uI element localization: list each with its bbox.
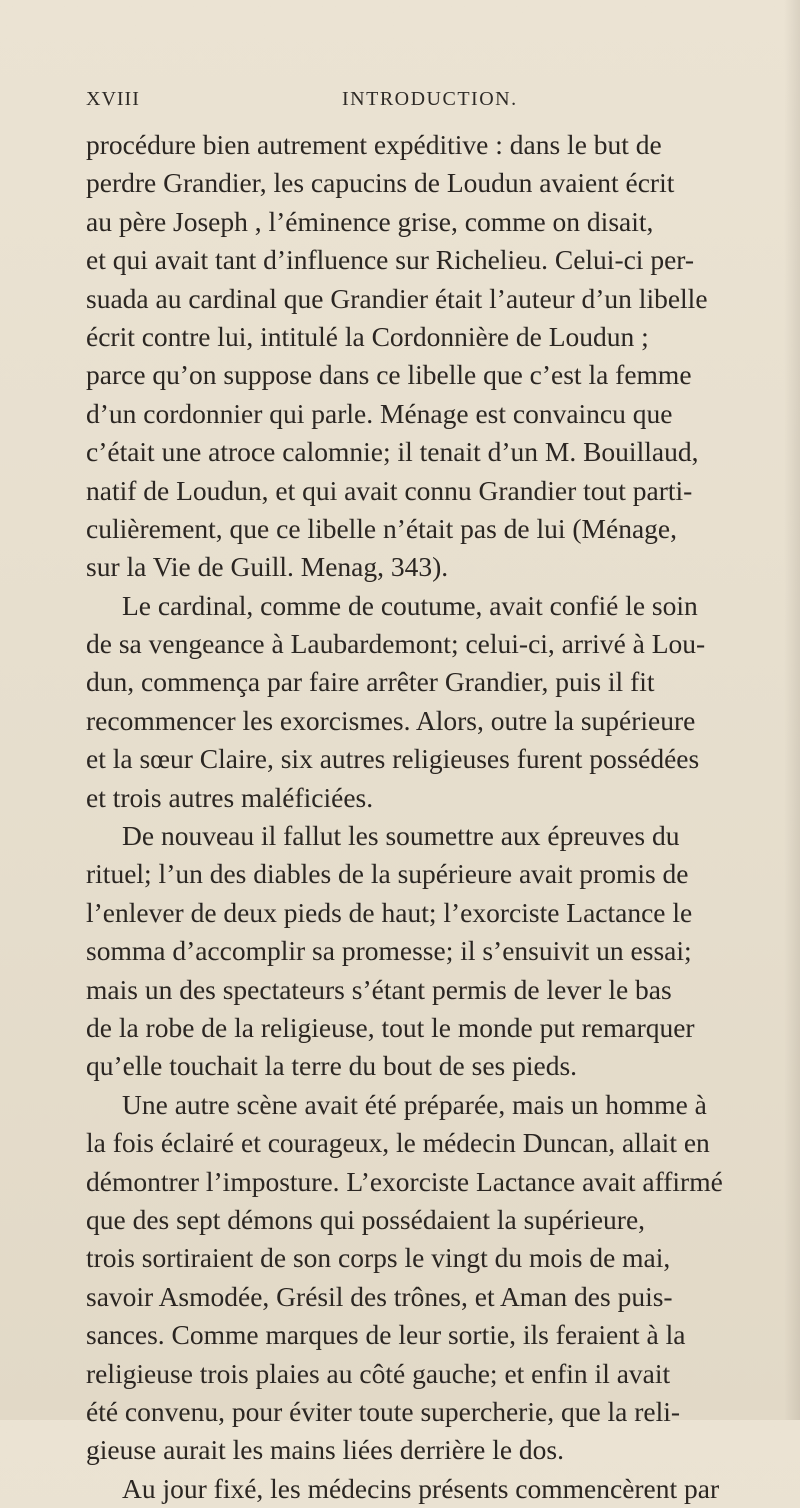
body-text [86,126,786,1508]
text-line: gieuse aurait les mains liées derrière le dos. [86,1434,565,1466]
paragraph-first-line: Une autre scène avait été préparée, mais un homme à [122,1088,707,1120]
text-line: et trois autres maléficiées. [86,781,374,813]
text-line: mais un des spectateurs s’étant permis de lever le bas [86,973,672,1005]
text-line: perdre Grandier, les capucins de Loudun avaient écrit [86,167,675,199]
text-line: de sa vengeance à Laubardemont; celui-ci, arrivé à Lou- [86,628,706,660]
text-line: d’un cordonnier qui parle. Ménage est convaincu que [86,397,673,429]
running-title: INTRODUCTION. [342,88,518,110]
text-line: parce qu’on suppose dans ce libelle que c’est la femme [86,359,692,391]
text-line: religieuse trois plaies au côté gauche; et enfin il avait [86,1357,671,1389]
text-line: démontrer l’imposture. L’exorciste Lactance avait affirmé [86,1165,723,1197]
running-head [86,88,786,118]
text-line: la fois éclairé et courageux, le médecin Duncan, allait en [86,1127,710,1159]
scan-edge-shadow [784,0,800,1420]
text-line: qu’elle touchait la terre du bout de ses pieds. [86,1050,578,1082]
text-line: dun, commença par faire arrêter Grandier, puis il fit [86,666,655,698]
text-line: que des sept démons qui possédaient la supérieure, [86,1203,646,1235]
text-line: recommencer les exorcismes. Alors, outre la supérieure [86,704,696,736]
paragraph-first-line: Le cardinal, comme de coutume, avait confié le soin [122,589,698,621]
text-line: été convenu, pour éviter toute supercherie, que la reli- [86,1395,681,1427]
text-line: et la sœur Claire, six autres religieuses furent possédées [86,743,700,775]
text-line: c’était une atroce calomnie; il tenait d’un M. Bouillaud, [86,436,699,468]
text-line: sur la Vie de Guill. Menag, 343). [86,551,449,583]
text-line: et qui avait tant d’influence sur Richelieu. Celui-ci per- [86,244,695,276]
paragraph-first-line: Au jour fixé, les médecins présents commencèrent par [122,1472,720,1504]
text-line: natif de Loudun, et qui avait connu Grandier tout parti- [86,474,693,506]
text-line: écrit contre lui, intitulé la Cordonnière de Loudun ; [86,320,649,352]
text-line: trois sortiraient de son corps le vingt du mois de mai, [86,1242,671,1274]
text-line: l’enlever de deux pieds de haut; l’exorciste Lactance le [86,896,693,928]
text-line: somma d’accomplir sa promesse; il s’ensuivit un essai; [86,935,692,967]
text-line: suada au cardinal que Grandier était l’auteur d’un libelle [86,282,708,314]
text-line: rituel; l’un des diables de la supérieure avait promis de [86,858,689,890]
text-line: procédure bien autrement expéditive : dans le but de [86,129,662,160]
paragraph-first-line: De nouveau il fallut les soumettre aux épreuves du [122,820,680,852]
text-line: de la robe de la religieuse, tout le monde put remarquer [86,1011,695,1043]
text-line: savoir Asmodée, Grésil des trônes, et Aman des puis- [86,1280,673,1312]
text-line: culièrement, que ce libelle n’était pas de lui (Ménage, [86,512,677,544]
text-line: au père Joseph , l’éminence grise, comme on disait, [86,205,654,237]
page-number: XVIII [86,88,140,110]
text-line: sances. Comme marques de leur sortie, ils feraient à la [86,1319,686,1351]
